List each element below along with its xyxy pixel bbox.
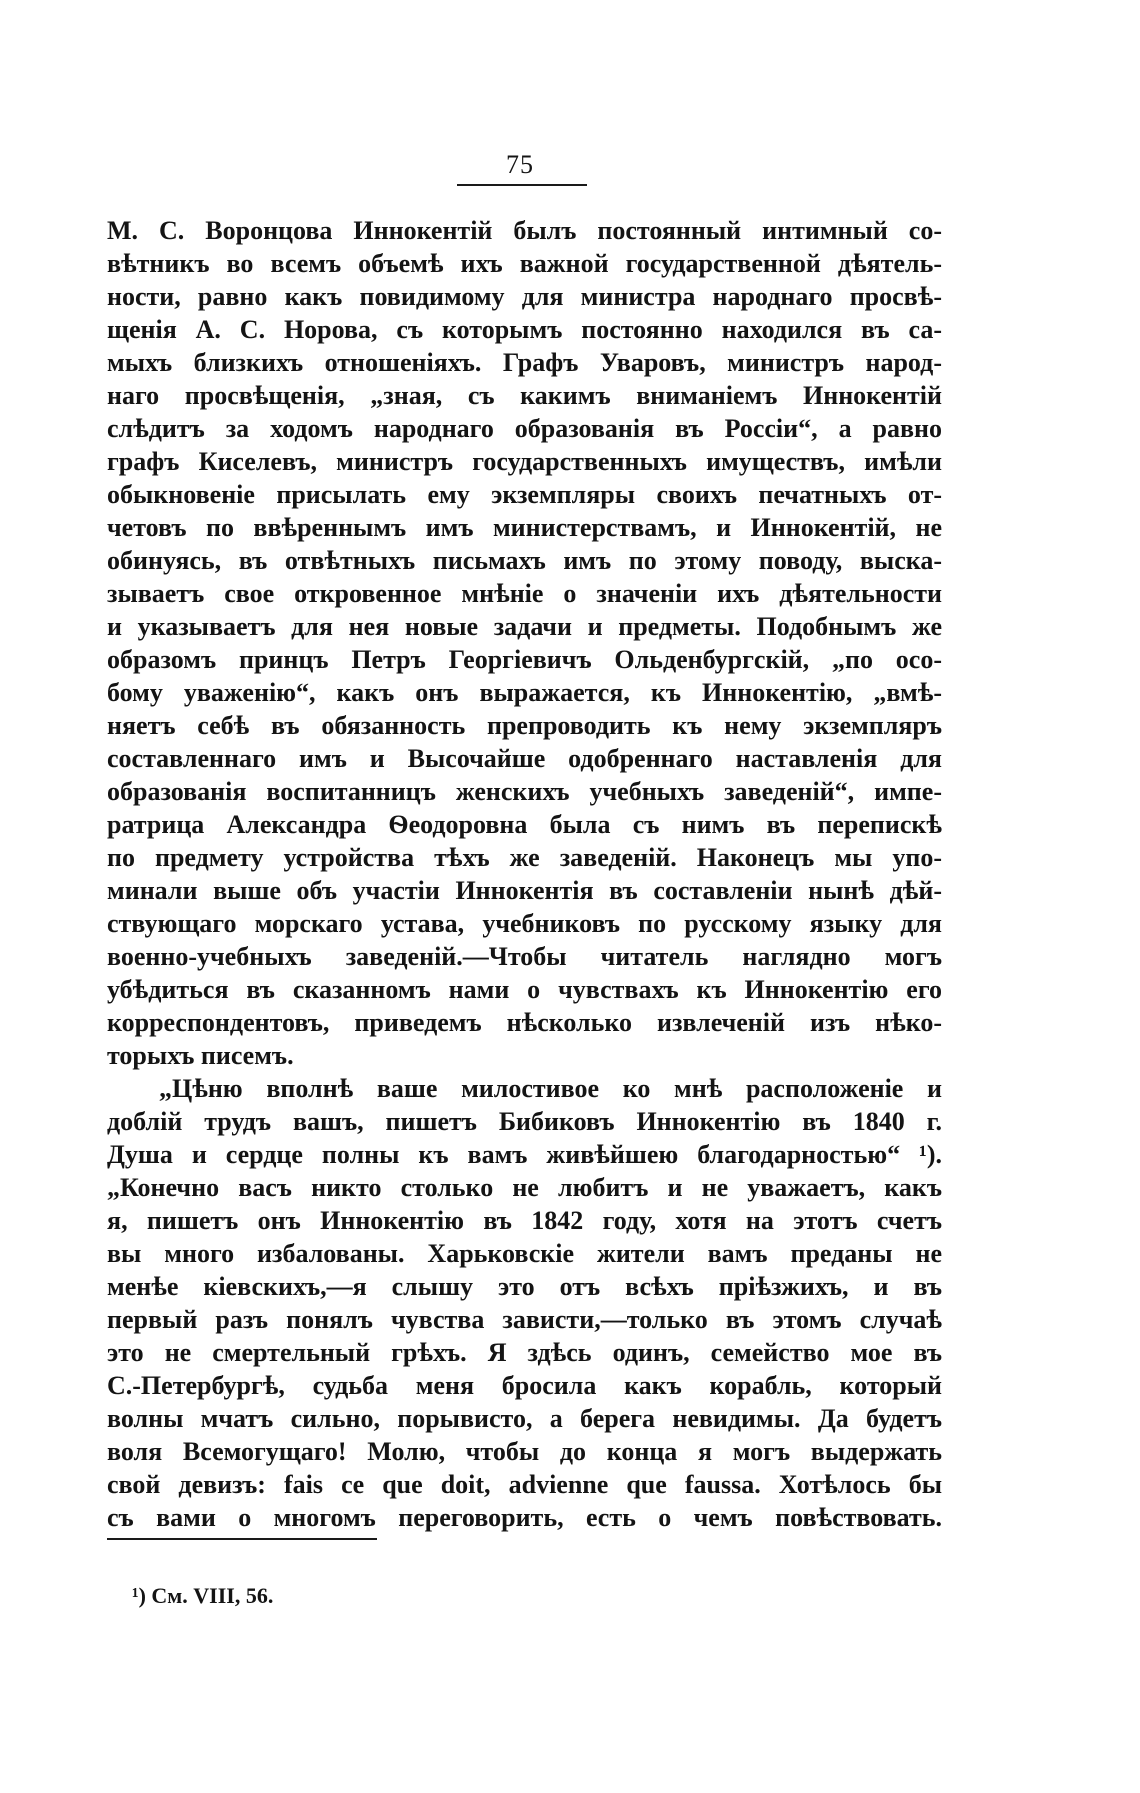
text-line: обыкновеніе присылать ему экземпляры своихъ печатныхъ от- — [107, 480, 942, 509]
text-line: няетъ себѣ въ обязанность препроводить къ нему экземпляръ — [107, 711, 942, 740]
page-number: 75 — [506, 150, 534, 179]
text-line: корреспондентовъ, приведемъ нѣсколько извлеченій изъ нѣко- — [107, 1008, 942, 1037]
header-rule — [457, 184, 587, 186]
text-line: „Цѣню вполнѣ ваше милостивое ко мнѣ расположеніе и — [159, 1074, 942, 1103]
text-line: минали выше объ участіи Иннокентія въ составленіи нынѣ дѣй- — [107, 876, 942, 905]
text-line: и указываетъ для нея новые задачи и предметы. Подобнымъ же — [107, 612, 942, 641]
text-line: „Конечно васъ никто столько не любитъ и не уважаетъ, какъ — [107, 1173, 942, 1202]
text-line: наго просвѣщенія, „зная, съ какимъ вниманіемъ Иннокентій — [107, 381, 942, 410]
text-line: слѣдитъ за ходомъ народнаго образованія въ Россіи“, а равно — [107, 414, 942, 443]
text-line: М. С. Воронцова Иннокентій былъ постоянный интимный со- — [107, 216, 942, 245]
text-line: щенія А. С. Норова, съ которымъ постоянно находился въ са- — [107, 315, 942, 344]
text-line: Душа и сердце полны къ вамъ живѣйшею благодарностью“ ¹). — [107, 1140, 942, 1169]
text-line: менѣе кіевскихъ,—я слышу это отъ всѣхъ пріѣзжихъ, и въ — [107, 1272, 942, 1301]
text-line: вы много избалованы. Харьковскіе жители вамъ преданы не — [107, 1239, 942, 1268]
text-line: образомъ принцъ Петръ Георгіевичъ Ольденбургскій, „по осо- — [107, 645, 942, 674]
text-line: составленнаго имъ и Высочайше одобреннаго наставленія для — [107, 744, 942, 773]
footnote: ¹) См. VIII, 56. — [132, 1583, 274, 1608]
text-line: съ вами о многомъ переговорить, есть о чемъ повѣствовать. — [107, 1503, 942, 1532]
text-line: вѣтникъ во всемъ объемѣ ихъ важной государственной дѣятель- — [107, 249, 942, 278]
text-line: военно-учебныхъ заведеній.—Чтобы читатель наглядно могъ — [107, 942, 942, 971]
text-line: С.-Петербургѣ, судьба меня бросила какъ корабль, который — [107, 1371, 942, 1400]
text-line: это не смертельный грѣхъ. Я здѣсь одинъ, семейство мое въ — [107, 1338, 942, 1367]
footnote-rule — [107, 1538, 377, 1540]
text-line: ности, равно какъ повидимому для министра народнаго просвѣ- — [107, 282, 942, 311]
text-line: мыхъ близкихъ отношеніяхъ. Графъ Уваровъ, министръ народ- — [107, 348, 942, 377]
text-line: по предмету устройства тѣхъ же заведеній. Наконецъ мы упо- — [107, 843, 942, 872]
text-line: свой девизъ: fais ce que doit, advienne que faussa. Хотѣлось бы — [107, 1470, 942, 1499]
text-line: бому уваженію“, какъ онъ выражается, къ Иннокентію, „вмѣ- — [107, 678, 942, 707]
text-line: торыхъ писемъ. — [107, 1041, 294, 1070]
body-text — [107, 214, 942, 1534]
text-line: графъ Киселевъ, министръ государственныхъ имуществъ, имѣли — [107, 447, 942, 476]
text-line: зываетъ свое откровенное мнѣніе о значеніи ихъ дѣятельности — [107, 579, 942, 608]
text-line: ратрица Александра Ѳеодоровна была съ нимъ въ перепискѣ — [107, 810, 942, 839]
text-line: обинуясь, въ отвѣтныхъ письмахъ имъ по этому поводу, выска- — [107, 546, 942, 575]
text-line: я, пишетъ онъ Иннокентію въ 1842 году, хотя на этотъ счетъ — [107, 1206, 942, 1235]
text-line: воля Всемогущаго! Молю, чтобы до конца я могъ выдержать — [107, 1437, 942, 1466]
text-line: ствующаго морскаго устава, учебниковъ по русскому языку для — [107, 909, 942, 938]
text-line: волны мчатъ сильно, порывисто, а берега невидимы. Да будетъ — [107, 1404, 942, 1433]
text-line: первый разъ понялъ чувства зависти,—только въ этомъ случаѣ — [107, 1305, 942, 1334]
text-line: доблій трудъ вашъ, пишетъ Бибиковъ Иннокентію въ 1840 г. — [107, 1107, 942, 1136]
text-line: четовъ по ввѣреннымъ имъ министерствамъ, и Иннокентій, не — [107, 513, 942, 542]
text-line: образованія воспитанницъ женскихъ учебныхъ заведеній“, импе- — [107, 777, 942, 806]
text-line: убѣдиться въ сказанномъ нами о чувствахъ къ Иннокентію его — [107, 975, 942, 1004]
